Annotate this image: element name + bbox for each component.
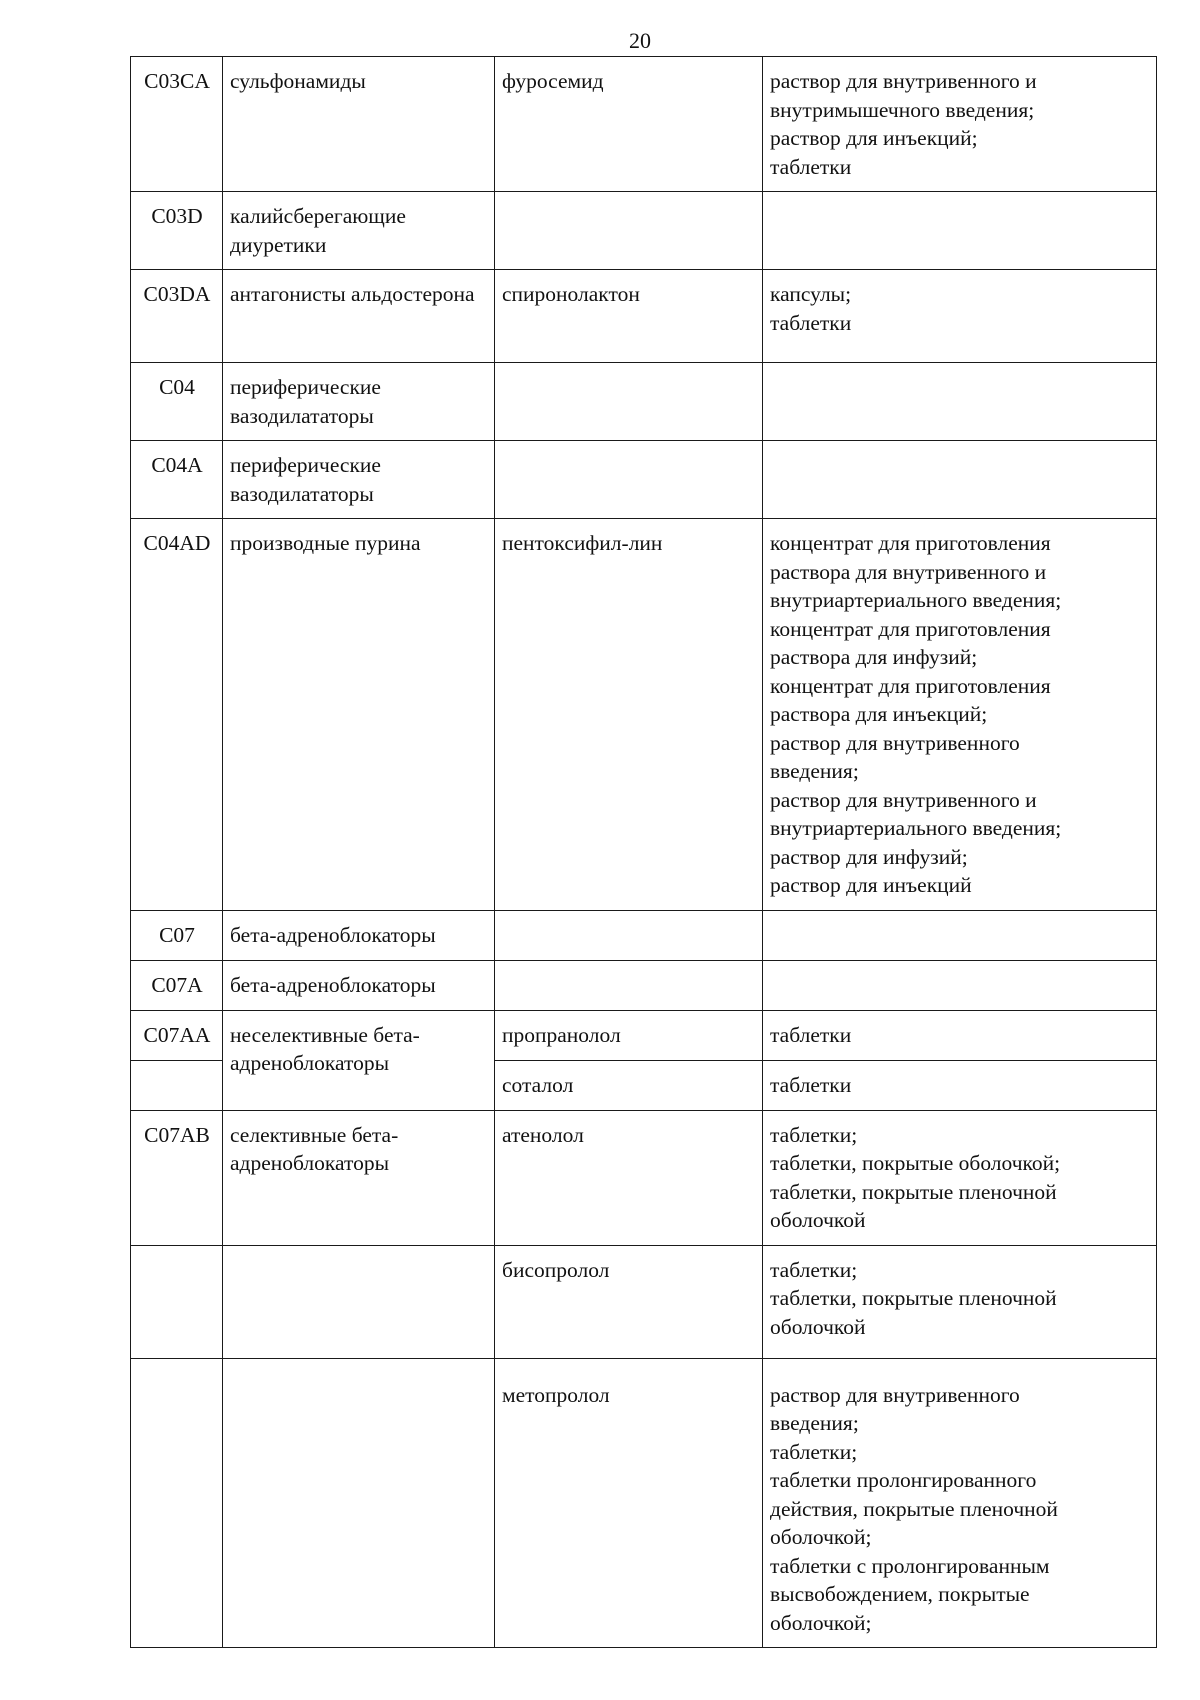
group-name: бета-адреноблокаторы	[223, 910, 495, 960]
group-name: периферические вазодилататоры	[223, 441, 495, 519]
dosage-form-line: раствор для внутривенного и	[770, 787, 1037, 812]
atc-code: C07AB	[131, 1110, 223, 1245]
atc-code: C03CA	[131, 57, 223, 192]
drug-name	[495, 441, 763, 519]
atc-code: C03D	[131, 192, 223, 270]
dosage-form-line: таблетки	[770, 154, 852, 179]
dosage-forms	[763, 1060, 1157, 1110]
drug-name: атенолол	[495, 1110, 763, 1245]
drug-name: спиронолактон	[495, 270, 763, 363]
table-row	[131, 960, 1157, 1010]
group-name: неселективные бета-адреноблокаторы	[223, 1010, 495, 1110]
dosage-form-line: раствор для внутривенного и	[770, 69, 1037, 93]
dosage-form-line: оболочкой	[770, 1208, 866, 1232]
atc-code: C07A	[131, 960, 223, 1010]
dosage-forms	[763, 1245, 1157, 1358]
drug-name	[495, 910, 763, 960]
dosage-form-line: раствор для инъекций;	[770, 126, 978, 150]
drug-name	[495, 363, 763, 441]
dosage-form-line: оболочкой;	[770, 1525, 872, 1549]
table-row	[131, 1358, 1157, 1648]
atc-code: C03DA	[131, 270, 223, 363]
drug-name: пентоксифил-лин	[495, 519, 763, 911]
atc-code: C07	[131, 910, 223, 960]
dosage-form-line: концентрат для приготовления	[770, 531, 1051, 555]
table-row	[131, 1010, 1157, 1060]
dosage-form-line: таблетки, покрытые пленочной	[770, 1179, 1057, 1204]
dosage-forms	[763, 270, 1157, 363]
dosage-form-line: раствор для инъекций	[770, 873, 972, 897]
group-name: селективные бета-адреноблокаторы	[223, 1110, 495, 1245]
table-row	[131, 910, 1157, 960]
dosage-form-line: раствор для внутривенного	[770, 730, 1020, 755]
dosage-forms	[763, 910, 1157, 960]
atc-code	[131, 1358, 223, 1648]
dosage-form-line: таблетки, покрытые пленочной	[770, 1286, 1057, 1310]
dosage-forms	[763, 1010, 1157, 1060]
group-name: сульфонамиды	[223, 57, 495, 192]
dosage-forms	[763, 363, 1157, 441]
dosage-forms	[763, 519, 1157, 911]
dosage-form-line: раствора для инфузий;	[770, 645, 978, 669]
group-name	[223, 1245, 495, 1358]
dosage-forms	[763, 57, 1157, 192]
dosage-form-line: внутриартериального введения;	[770, 816, 1062, 840]
atc-code	[131, 1060, 223, 1110]
dosage-form-line: раствора для внутривенного и	[770, 559, 1047, 584]
group-name: бета-адреноблокаторы	[223, 960, 495, 1010]
dosage-form-line: внутриартериального введения;	[770, 588, 1062, 612]
drug-name: метопролол	[495, 1358, 763, 1648]
table-row	[131, 270, 1157, 363]
dosage-forms	[763, 960, 1157, 1010]
dosage-form-line: таблетки	[770, 1072, 852, 1097]
table-row	[131, 1245, 1157, 1358]
dosage-form-line: таблетки;	[770, 1122, 858, 1147]
dosage-form-line: концентрат для приготовления	[770, 616, 1051, 641]
table-row	[131, 363, 1157, 441]
group-name	[223, 1358, 495, 1648]
dosage-form-line: оболочкой	[770, 1314, 866, 1339]
dosage-form-line: таблетки	[770, 1022, 852, 1047]
dosage-form-line: действия, покрытые пленочной	[770, 1496, 1058, 1521]
dosage-form-line: таблетки пролонгированного	[770, 1468, 1037, 1492]
group-name: производные пурина	[223, 519, 495, 911]
atc-code: C04AD	[131, 519, 223, 911]
dosage-form-line: раствор для внутривенного	[770, 1382, 1020, 1407]
table-row	[131, 57, 1157, 192]
dosage-form-line: введения;	[770, 1411, 859, 1435]
dosage-form-line: таблетки, покрытые оболочкой;	[770, 1151, 1061, 1175]
dosage-form-line: раствора для инъекций;	[770, 702, 988, 726]
drug-classification-table	[130, 56, 1157, 1648]
dosage-forms	[763, 192, 1157, 270]
dosage-forms	[763, 441, 1157, 519]
dosage-form-line: таблетки	[770, 310, 852, 335]
dosage-form-line: введения;	[770, 759, 859, 783]
atc-code: C07AA	[131, 1010, 223, 1060]
dosage-form-line: концентрат для приготовления	[770, 673, 1051, 698]
group-name: антагонисты альдостерона	[223, 270, 495, 363]
dosage-form-line: капсулы;	[770, 282, 852, 306]
dosage-form-line: раствор для инфузий;	[770, 844, 968, 869]
page-number: 20	[629, 28, 651, 53]
dosage-form-line: таблетки с пролонгированным	[770, 1553, 1050, 1578]
atc-code	[131, 1245, 223, 1358]
drug-name: соталол	[495, 1060, 763, 1110]
drug-name	[495, 192, 763, 270]
drug-name	[495, 960, 763, 1010]
table-row	[131, 192, 1157, 270]
dosage-forms	[763, 1358, 1157, 1648]
group-name: периферические вазодилататоры	[223, 363, 495, 441]
dosage-form-line: высвобождением, покрытые	[770, 1582, 1030, 1606]
dosage-form-line: таблетки;	[770, 1257, 858, 1282]
dosage-form-line: внутримышечного введения;	[770, 97, 1035, 122]
table-row	[131, 519, 1157, 911]
drug-name: пропранолол	[495, 1010, 763, 1060]
table-row	[131, 1110, 1157, 1245]
dosage-form-line: оболочкой;	[770, 1610, 872, 1635]
dosage-form-line: таблетки;	[770, 1439, 858, 1464]
dosage-forms	[763, 1110, 1157, 1245]
atc-code: C04A	[131, 441, 223, 519]
group-name: калийсберегающие диуретики	[223, 192, 495, 270]
drug-name: фуросемид	[495, 57, 763, 192]
drug-name: бисопролол	[495, 1245, 763, 1358]
table-row	[131, 441, 1157, 519]
atc-code: C04	[131, 363, 223, 441]
